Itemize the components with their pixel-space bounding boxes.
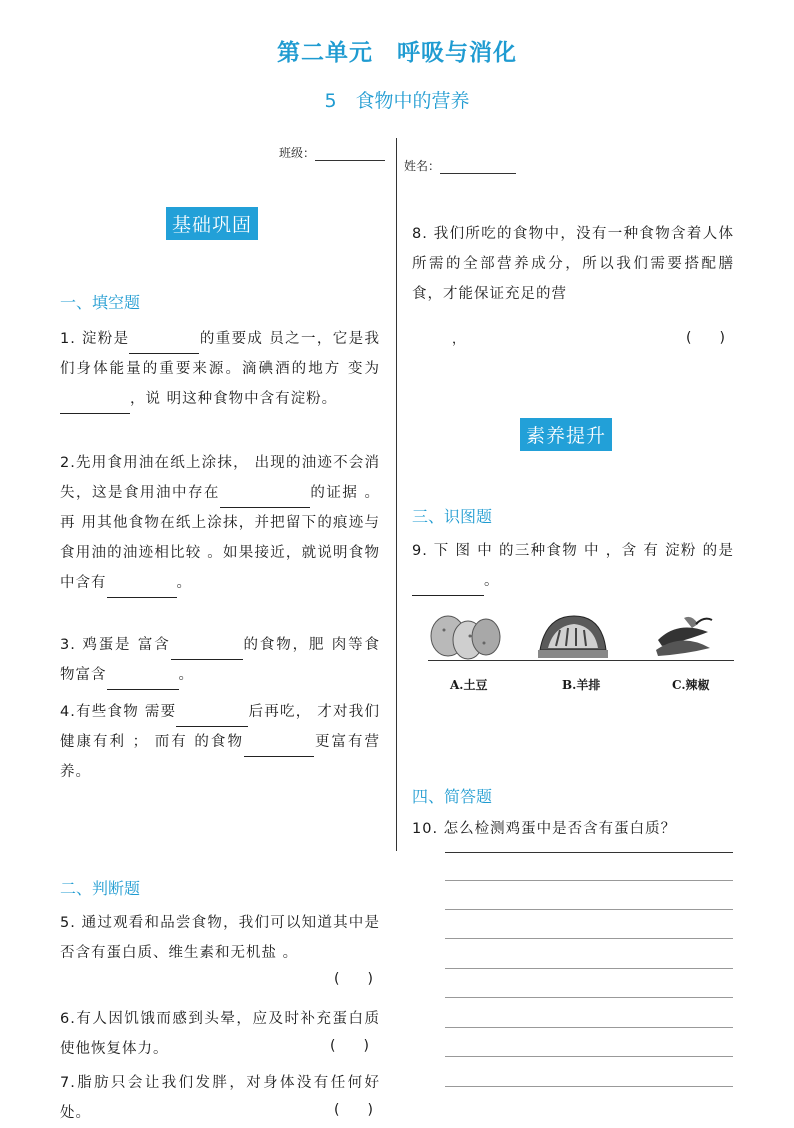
class-label: 班级：: [279, 146, 316, 160]
q7-answer-paren[interactable]: ( ): [334, 1102, 373, 1118]
lesson-title: 5 食物中的营养: [324, 90, 470, 112]
food-baseline: [428, 660, 734, 661]
name-label: 姓名：: [404, 159, 441, 173]
class-blank[interactable]: [315, 146, 385, 161]
question-7: 7.脂肪只会让我们发胖，对身体没有任何好处。: [60, 1075, 380, 1121]
question-2: 2.先用食用油在纸上涂抹， 出现的油迹不会消失，这是食用油中存在 的证据 。再 用其他食物在纸上涂抹，并把留下的痕迹与食用油的油迹相比较 。如果接近，就说明食物中含有 。: [60, 448, 380, 598]
question-6: 6.有人因饥饿而感到头晕，应及时补充蛋白质使他恢复体力。: [60, 1011, 380, 1057]
q9-blank[interactable]: [412, 577, 484, 596]
judge-section-heading: 二、判断题: [60, 879, 141, 898]
answer-line[interactable]: [445, 880, 733, 881]
unit-title: 第二单元 呼吸与消化: [277, 40, 517, 66]
answer-line[interactable]: [445, 968, 733, 969]
q2-blank-1[interactable]: [220, 489, 310, 508]
q1-blank-2[interactable]: [60, 395, 130, 414]
question-1: 1. 淀粉是 的重要成 员之一，它是我们身体能量的重要来源。滴碘酒的地方 变为，说 明这种食物中含有淀粉。: [60, 324, 380, 414]
name-blank[interactable]: [440, 159, 516, 174]
class-field: [279, 144, 385, 161]
question-4: 4.有些食物 需要 后再吃， 才对我们健康有利 ； 而有 的食物 更富有营养。: [60, 704, 381, 780]
answer-line[interactable]: [445, 1056, 733, 1057]
fill-section-heading: 一、填空题: [60, 293, 141, 312]
answer-line[interactable]: [445, 938, 733, 939]
question-10: 10. 怎么检测鸡蛋中是否含有蛋白质？: [412, 821, 677, 837]
food-label-chili: C.辣椒: [672, 678, 710, 692]
answer-line[interactable]: [445, 997, 733, 998]
basic-section-box: 基础巩固: [166, 207, 258, 240]
q1-blank-1[interactable]: [129, 335, 199, 354]
question-9: 9. 下 图 中 的三种食物 中 ，含 有 淀粉 的是。: [412, 536, 734, 596]
chili-pepper-icon: [648, 610, 718, 662]
picture-section-heading: 三、识图题: [412, 507, 493, 526]
improve-section-box: 素养提升: [520, 418, 612, 451]
answer-line[interactable]: [445, 1027, 733, 1028]
food-label-potato: A.土豆: [450, 678, 488, 692]
q3-blank-2[interactable]: [107, 671, 179, 690]
question-8: 8. 我们所吃的食物中，没有一种食物含着人体所需的全部营养成分，所以我们需要搭配膳食，才能保证充足的营: [412, 226, 735, 302]
q8-answer-paren[interactable]: ( ): [686, 330, 725, 346]
q2-blank-2[interactable]: [107, 579, 177, 598]
food-label-lamb: B.羊排: [562, 678, 601, 692]
lamb-chop-icon: [536, 610, 610, 662]
column-divider: [396, 138, 397, 851]
q8-tail: ，: [452, 332, 466, 347]
q3-blank-1[interactable]: [171, 641, 243, 660]
q6-answer-paren[interactable]: ( ): [330, 1038, 369, 1054]
q4-blank-2[interactable]: [244, 738, 314, 757]
question-3: 3. 鸡蛋是 富含 的食物，肥 肉等食物富含 。: [60, 630, 380, 690]
name-field: [404, 157, 516, 174]
answer-line[interactable]: [445, 909, 733, 910]
q4-blank-1[interactable]: [176, 708, 248, 727]
question-5: 5. 通过观看和品尝食物，我们可以知道其中是否含有蛋白质、维生素和无机盐 。: [60, 915, 381, 961]
q5-answer-paren[interactable]: ( ): [334, 971, 373, 987]
short-section-heading: 四、简答题: [412, 787, 493, 806]
answer-line[interactable]: [445, 852, 733, 853]
potato-icon: [428, 610, 504, 662]
answer-line[interactable]: [445, 1086, 733, 1087]
